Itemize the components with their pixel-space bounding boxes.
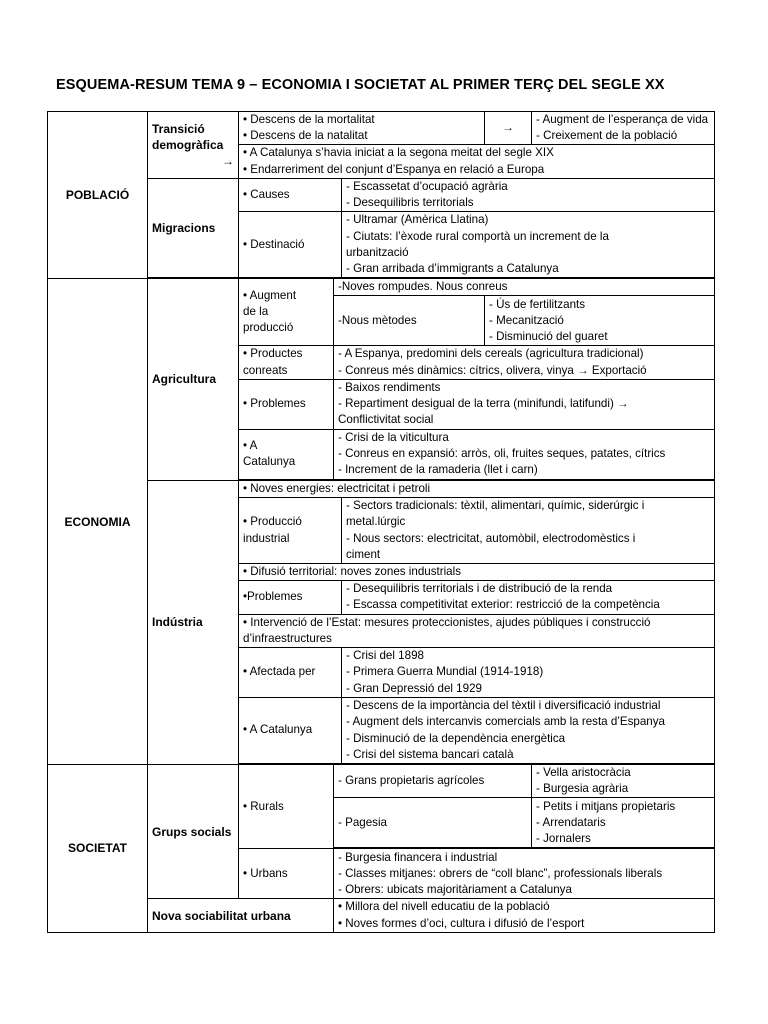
- list-item: • Millora del nivell educatiu de la població: [338, 900, 550, 914]
- list-item: - Baixos rendiments: [338, 381, 441, 395]
- list-item: - Jornalers: [536, 832, 591, 846]
- list-item: - Nous sectors: electricitat, automòbil, electrodomèstics i: [346, 531, 636, 545]
- list-item: - Ciutats: l’èxode rural comportà un increment de la: [346, 229, 609, 243]
- migracions-label: Migracions: [148, 178, 239, 277]
- list-item: • Intervenció de l’Estat: mesures proteccionistes, ajudes públiques i construcció: [243, 615, 651, 629]
- nous-metodes-list: [485, 296, 715, 346]
- list-item: - Increment de la ramaderia (llet i carn): [338, 463, 538, 477]
- ind-problemes: [342, 581, 715, 614]
- list-item: Conflictivitat social: [338, 413, 434, 427]
- list-item: - Arrendataris: [536, 815, 606, 829]
- grups-socials-label: Grups socials: [148, 765, 239, 899]
- label-line: industrial: [243, 531, 290, 545]
- label-line: • Augment: [243, 289, 297, 303]
- augment-produccio-label: [239, 279, 334, 346]
- label-line: • Productes: [243, 347, 303, 361]
- list-item: - Obrers: ubicats majoritàriament a Catalunya: [338, 883, 572, 897]
- document-title: ESQUEMA-RESUM TEMA 9 – ECONOMIA I SOCIETAT AL PRIMER TERÇ DEL SEGLE XX: [56, 77, 665, 93]
- transicio-label-line1: Transició: [152, 121, 205, 136]
- list-item: - Gran Depressió del 1929: [346, 681, 482, 695]
- transicio-notes: [239, 145, 715, 178]
- list-item: ciment: [346, 547, 381, 561]
- note-catalunya: • A Catalunya s’havia iniciat a la segona meitat del segle XIX: [243, 146, 554, 160]
- cause-mortalitat: • Descens de la mortalitat: [243, 113, 375, 126]
- list-item: - Desequilibris territorials i de distribució de la renda: [346, 582, 613, 596]
- pagesia: - Pagesia: [334, 798, 532, 848]
- list-item: - Desequilibris territorials: [346, 196, 474, 210]
- migracions-destinacio: [342, 212, 715, 278]
- label-line: • A: [243, 439, 258, 453]
- grans-propietaris-list: [532, 765, 715, 798]
- list-item: - Mecanització: [489, 313, 564, 327]
- arrow-right-icon: →: [485, 112, 532, 145]
- noves-rompudes: -Noves rompudes. Nous conreus: [334, 279, 715, 296]
- urbans: [334, 849, 715, 899]
- migracions-destinacio-label: • Destinació: [239, 212, 342, 278]
- list-item: - Crisi de la viticultura: [338, 431, 449, 445]
- list-item: - Petits i mitjans propietaris: [536, 799, 676, 813]
- nous-metodes-label: -Nous mètodes: [334, 296, 485, 346]
- list-item: • Noves formes d’oci, cultura i difusió de l’esport: [338, 916, 585, 930]
- list-item: - Sectors tradicionals: tèxtil, alimentari, químic, siderúrgic i: [346, 499, 645, 513]
- effect-creixement: - Creixement de la població: [536, 129, 678, 143]
- list-item: - Disminució del guaret: [489, 330, 608, 344]
- list-item: - Disminució de la dependència energètica: [346, 731, 566, 745]
- agri-problemes: [334, 379, 715, 429]
- ind-problemes-label: •Problemes: [239, 581, 342, 614]
- afectada-per-label: • Afectada per: [239, 648, 342, 698]
- industria-label: Indústria: [148, 480, 239, 764]
- productes-conreats: [334, 346, 715, 379]
- rurals-label: • Rurals: [239, 765, 334, 849]
- list-item: - Vella aristocràcia: [536, 766, 631, 780]
- note-espanya: • Endarreriment del conjunt d’Espanya en relació a Europa: [243, 162, 545, 176]
- section-economia: ECONOMIA: [48, 279, 148, 765]
- label-line: Catalunya: [243, 455, 296, 469]
- list-item: metal.lúrgic: [346, 515, 406, 529]
- difusio-territorial: • Difusió territorial: noves zones industrials: [239, 564, 715, 581]
- grans-propietaris: - Grans propietaris agrícoles: [334, 765, 532, 798]
- pagesia-list: [532, 798, 715, 848]
- afectada-per: [342, 648, 715, 698]
- agri-catalunya-label: [239, 429, 334, 479]
- list-item: - Ús de fertilitzants: [489, 297, 586, 311]
- list-item: - Repartiment desigual de la terra (minifundi, latifundi) →: [338, 397, 629, 411]
- list-item: - Augment dels intercanvis comercials amb la resta d’Espanya: [346, 715, 665, 729]
- list-item: - A Espanya, predomini dels cereals (agricultura tradicional): [338, 347, 644, 361]
- label-line: conreats: [243, 363, 288, 377]
- arrow-right-icon: →: [222, 154, 234, 168]
- noves-energies: • Noves energies: electricitat i petroli: [239, 480, 715, 497]
- transicio-demografica-label: [148, 112, 239, 179]
- list-item: - Gran arribada d’immigrants a Catalunya: [346, 261, 559, 275]
- produccio-industrial-label: [239, 498, 342, 564]
- section-societat: SOCIETAT: [48, 765, 148, 933]
- intervencio-estat: [239, 614, 715, 647]
- summary-table: [47, 111, 715, 933]
- agricultura-label: Agricultura: [148, 279, 239, 481]
- productes-conreats-label: [239, 346, 334, 379]
- transicio-causes: [239, 112, 485, 145]
- effect-esperanca-vida: - Augment de l’esperança de vida: [536, 113, 709, 126]
- label-line: producció: [243, 321, 294, 335]
- urbans-label: • Urbans: [239, 849, 334, 899]
- list-item: - Classes mitjanes: obrers de “coll blanc”, professionals liberals: [338, 866, 663, 880]
- ind-catalunya: [342, 698, 715, 764]
- list-item: urbanització: [346, 245, 409, 259]
- list-item: - Burgesia agrària: [536, 782, 629, 796]
- list-item: - Conreus en expansió: arròs, oli, fruites seques, patates, cítrics: [338, 447, 666, 461]
- nova-sociabilitat-label: Nova sociabilitat urbana: [148, 899, 334, 932]
- agri-catalunya: [334, 429, 715, 479]
- list-item: - Conreus més dinàmics: cítrics, olivera, vinya → Exportació: [338, 363, 647, 377]
- label-line: de la: [243, 305, 269, 319]
- migracions-causes-label: • Causes: [239, 178, 342, 211]
- list-item: - Escassetat d’ocupació agrària: [346, 179, 508, 193]
- cause-natalitat: • Descens de la natalitat: [243, 129, 368, 143]
- summary-table-wrapper: [47, 111, 714, 933]
- nova-sociabilitat: [334, 899, 715, 932]
- produccio-industrial: [342, 498, 715, 564]
- list-item: - Crisi del sistema bancari català: [346, 747, 514, 761]
- list-item: - Primera Guerra Mundial (1914-1918): [346, 665, 544, 679]
- ind-catalunya-label: • A Catalunya: [239, 698, 342, 764]
- section-poblacio: POBLACIÓ: [48, 112, 148, 279]
- label-line: • Producció: [243, 515, 302, 529]
- transicio-effects: [532, 112, 715, 145]
- transicio-label-line2: demogràfica: [152, 137, 224, 152]
- list-item: - Burgesia financera i industrial: [338, 850, 498, 864]
- list-item: - Descens de la importància del tèxtil i diversificació industrial: [346, 699, 661, 713]
- agri-problemes-label: • Problemes: [239, 379, 334, 429]
- list-item: d’infraestructures: [243, 631, 332, 645]
- list-item: - Ultramar (Amèrica Llatina): [346, 213, 489, 227]
- list-item: - Crisi del 1898: [346, 649, 424, 663]
- list-item: - Escassa competitivitat exterior: restricció de la competència: [346, 598, 660, 612]
- migracions-causes: [342, 178, 715, 211]
